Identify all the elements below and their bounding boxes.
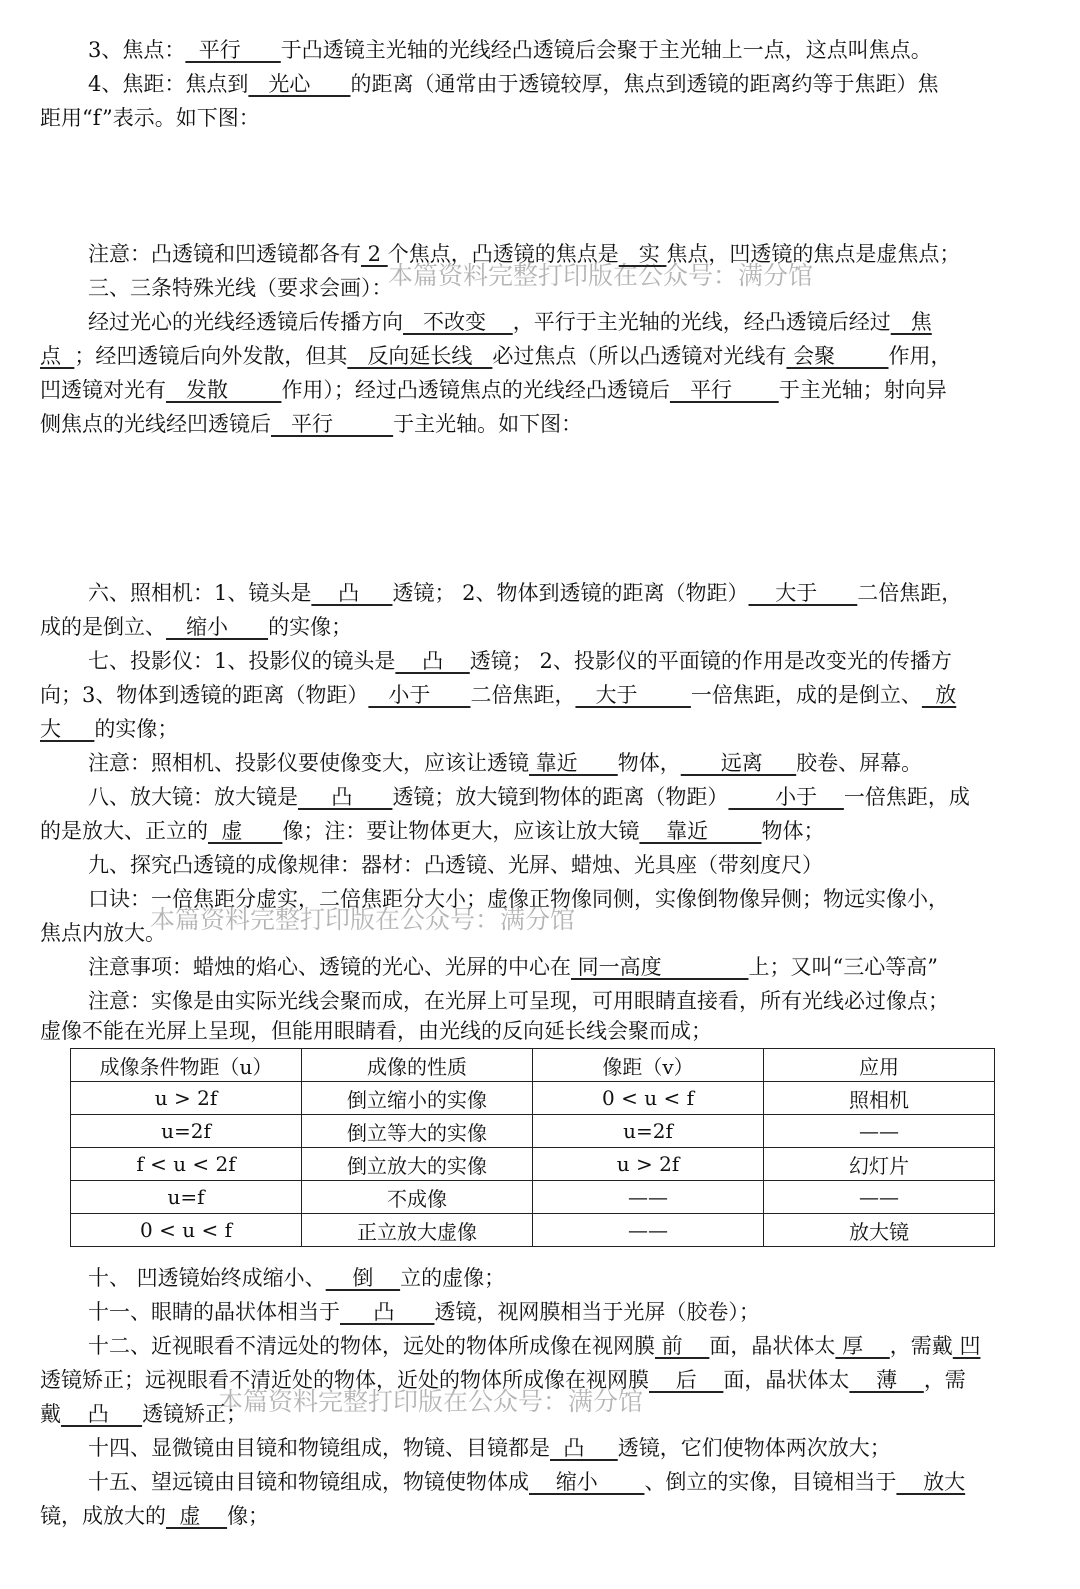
table-cell: u=f [71, 1181, 302, 1214]
answer-blank: 凸 [340, 1300, 435, 1324]
text-line: 七、投影仪：1、投影仪的镜头是 凸 透镜； 2、投影仪的平面镜的作用是改变光的传播方 [88, 649, 952, 673]
table-cell: —— [764, 1181, 995, 1214]
text-line: 侧焦点的光线经凹透镜后 平行 于主光轴。如下图： [40, 412, 583, 436]
answer-blank: 凸 [550, 1436, 618, 1460]
text-line: 注意：凸透镜和凹透镜都各有 2 个焦点，凸透镜的焦点是 实 焦点，凹透镜的焦点是虚焦点； [88, 242, 961, 266]
text-line: 十五、望远镜由目镜和物镜组成，物镜使物体成 缩小 、倒立的实像，目镜相当于 放大 [88, 1470, 966, 1494]
answer-blank: 放大 [896, 1470, 966, 1494]
text-line: 注意：照相机、投影仪要使像变大，应该让透镜 靠近 物体， 远离 胶卷、屏幕。 [88, 751, 923, 775]
text-line: 六、照相机：1、镜头是 凸 透镜； 2、物体到透镜的距离（物距） 大于 二倍焦距， [88, 581, 963, 605]
text-line: 的是放大、正立的 虚 像；注：要让物体更大，应该让放大镜 靠近 物体； [40, 819, 825, 843]
answer-blank: 点 [40, 344, 75, 368]
text-line: 九、探究凸透镜的成像规律：器材：凸透镜、光屏、蜡烛、光具座（带刻度尺） [88, 853, 823, 877]
answer-blank: 厚 [835, 1334, 890, 1358]
answer-blank: 小于 [368, 683, 471, 707]
text-line: 大 的实像； [40, 717, 179, 741]
answer-blank: 凸 [61, 1402, 143, 1426]
table-row [71, 1214, 995, 1247]
text-line: 点 ；经凹透镜后向外发散，但其 反向延长线 必过焦点（所以凸透镜对光线有 会聚 作用， [40, 344, 952, 368]
table-header-cell: 像距（v） [533, 1049, 764, 1082]
text-line: 注意事项：蜡烛的焰心、透镜的光心、光屏的中心在 同一高度 上；又叫“三心等高” [88, 955, 938, 979]
answer-blank: 靠近 [529, 751, 618, 775]
answer-blank: 大于 [575, 683, 691, 707]
text-line: 十一、眼睛的晶状体相当于 凸 透镜，视网膜相当于光屏（胶卷）； [88, 1300, 760, 1324]
table-header-cell: 应用 [764, 1049, 995, 1082]
imaging-rules-table [70, 1048, 995, 1247]
table-cell: 0 < u < f [533, 1082, 764, 1115]
answer-blank: 小于 [728, 785, 844, 809]
text-line: 虚像不能在光屏上呈现，但能用眼睛看，由光线的反向延长线会聚而成； [40, 1019, 712, 1043]
table-cell: 放大镜 [764, 1214, 995, 1247]
table-row [71, 1115, 995, 1148]
watermark: 本篇资料完整打印版在公众号：满分馆 [388, 261, 814, 290]
answer-blank: 平行 [185, 38, 281, 62]
text-line: 经过光心的光线经透镜后传播方向 不改变 ，平行于主光轴的光线，经凸透镜后经过 焦 [88, 310, 932, 334]
table-row [71, 1148, 995, 1181]
table-cell: —— [533, 1181, 764, 1214]
answer-blank: 焦 [890, 310, 932, 334]
answer-blank: 缩小 [529, 1470, 645, 1494]
table-cell: —— [764, 1115, 995, 1148]
answer-blank: 放 [921, 683, 957, 707]
answer-blank: 平行 [271, 412, 394, 436]
table-cell: 倒立等大的实像 [302, 1115, 533, 1148]
answer-blank: 发散 [166, 378, 282, 402]
text-line: 八、放大镜：放大镜是 凸 透镜；放大镜到物体的距离（物距） 小于 一倍焦距，成 [88, 785, 970, 809]
table-cell: f < u < 2f [71, 1148, 302, 1181]
answer-blank: 反向延长线 [347, 344, 493, 368]
text-line: 十二、近视眼看不清远处的物体，远处的物体所成像在视网膜 前 面，晶状体太 厚 ，需戴 凹 [88, 1334, 981, 1358]
table-cell: 不成像 [302, 1181, 533, 1214]
table-cell: 正立放大虚像 [302, 1214, 533, 1247]
answer-blank: 大 [40, 717, 95, 741]
answer-blank: 凹 [952, 1334, 981, 1358]
text-line: 3、焦点： 平行 于凸透镜主光轴的光线经凸透镜后会聚于主光轴上一点，这点叫焦点。 [88, 38, 932, 62]
text-line: 戴 凸 透镜矫正； [40, 1402, 248, 1426]
answer-blank: 后 [649, 1368, 724, 1392]
text-line: 成的是倒立、 缩小 的实像； [40, 615, 353, 639]
table-cell: u=2f [71, 1115, 302, 1148]
text-line: 4、焦距：焦点到 光心 的距离（通常由于透镜较厚，焦点到透镜的距离约等于焦距）焦 [88, 72, 939, 96]
table-header-cell: 成像条件物距（u） [71, 1049, 302, 1082]
text-line: 十、 凹透镜始终成缩小、 倒 立的虚像； [88, 1266, 506, 1290]
watermark: 本篇资料完整打印版在公众号：满分馆 [218, 1387, 644, 1416]
table-cell: 照相机 [764, 1082, 995, 1115]
table-cell: —— [533, 1214, 764, 1247]
answer-blank: 凸 [311, 581, 393, 605]
answer-blank: 凸 [298, 785, 393, 809]
table-cell: 倒立缩小的实像 [302, 1082, 533, 1115]
answer-blank: 实 [618, 242, 667, 266]
text-line: 透镜矫正；远视眼看不清近处的物体，近处的物体所成像在视网膜 后 面，晶状体太 薄 ，需 [40, 1368, 966, 1392]
text-line: 距用“f”表示。如下图： [40, 106, 260, 130]
table-cell: 幻灯片 [764, 1148, 995, 1181]
table-cell: 0 < u < f [71, 1214, 302, 1247]
text-line: 镜，成放大的 虚 像； [40, 1504, 270, 1528]
answer-blank: 光心 [248, 72, 351, 96]
table-row [71, 1082, 995, 1115]
text-line: 注意：实像是由实际光线会聚而成，在光屏上可呈现，可用眼睛直接看，所有光线必过像点； [88, 989, 949, 1013]
answer-blank: 远离 [680, 751, 797, 775]
answer-blank: 平行 [669, 378, 779, 402]
table-cell: u=2f [533, 1115, 764, 1148]
text-line: 十四、显微镜由目镜和物镜组成，物镜、目镜都是 凸 透镜，它们使物体两次放大； [88, 1436, 891, 1460]
table-row [71, 1181, 995, 1214]
answer-blank: 薄 [849, 1368, 924, 1392]
answer-blank: 倒 [325, 1266, 401, 1290]
answer-blank: 虚 [208, 819, 283, 843]
table-cell: u > 2f [533, 1148, 764, 1181]
answer-blank: 前 [655, 1334, 710, 1358]
table-header-row [71, 1049, 995, 1082]
answer-blank: 同一高度 [571, 955, 749, 979]
table-cell: 倒立放大的实像 [302, 1148, 533, 1181]
answer-blank: 会聚 [786, 344, 889, 368]
answer-blank: 2 [361, 242, 388, 266]
text-line: 焦点内放大。 [40, 921, 166, 945]
answer-blank: 虚 [166, 1504, 228, 1528]
answer-blank: 缩小 [166, 615, 269, 639]
text-line: 口诀：一倍焦距分虚实，二倍焦距分大小；虚像正物像同侧，实像倒物像异侧；物远实像小， [88, 887, 949, 911]
table-header-cell: 成像的性质 [302, 1049, 533, 1082]
text-line: 三、三条特殊光线（要求会画）： [88, 276, 393, 300]
answer-blank: 不改变 [403, 310, 513, 334]
table-cell: u > 2f [71, 1082, 302, 1115]
answer-blank: 大于 [748, 581, 858, 605]
answer-blank: 凸 [395, 649, 470, 673]
watermark: 本篇资料完整打印版在公众号：满分馆 [150, 905, 576, 934]
text-line: 向；3、物体到透镜的距离（物距） 小于 二倍焦距， 大于 一倍焦距，成的是倒立、 放 [40, 683, 957, 707]
answer-blank: 靠近 [639, 819, 762, 843]
text-line: 凹透镜对光有 发散 作用）；经过凸透镜焦点的光线经凸透镜后 平行 于主光轴；射向异 [40, 378, 947, 402]
